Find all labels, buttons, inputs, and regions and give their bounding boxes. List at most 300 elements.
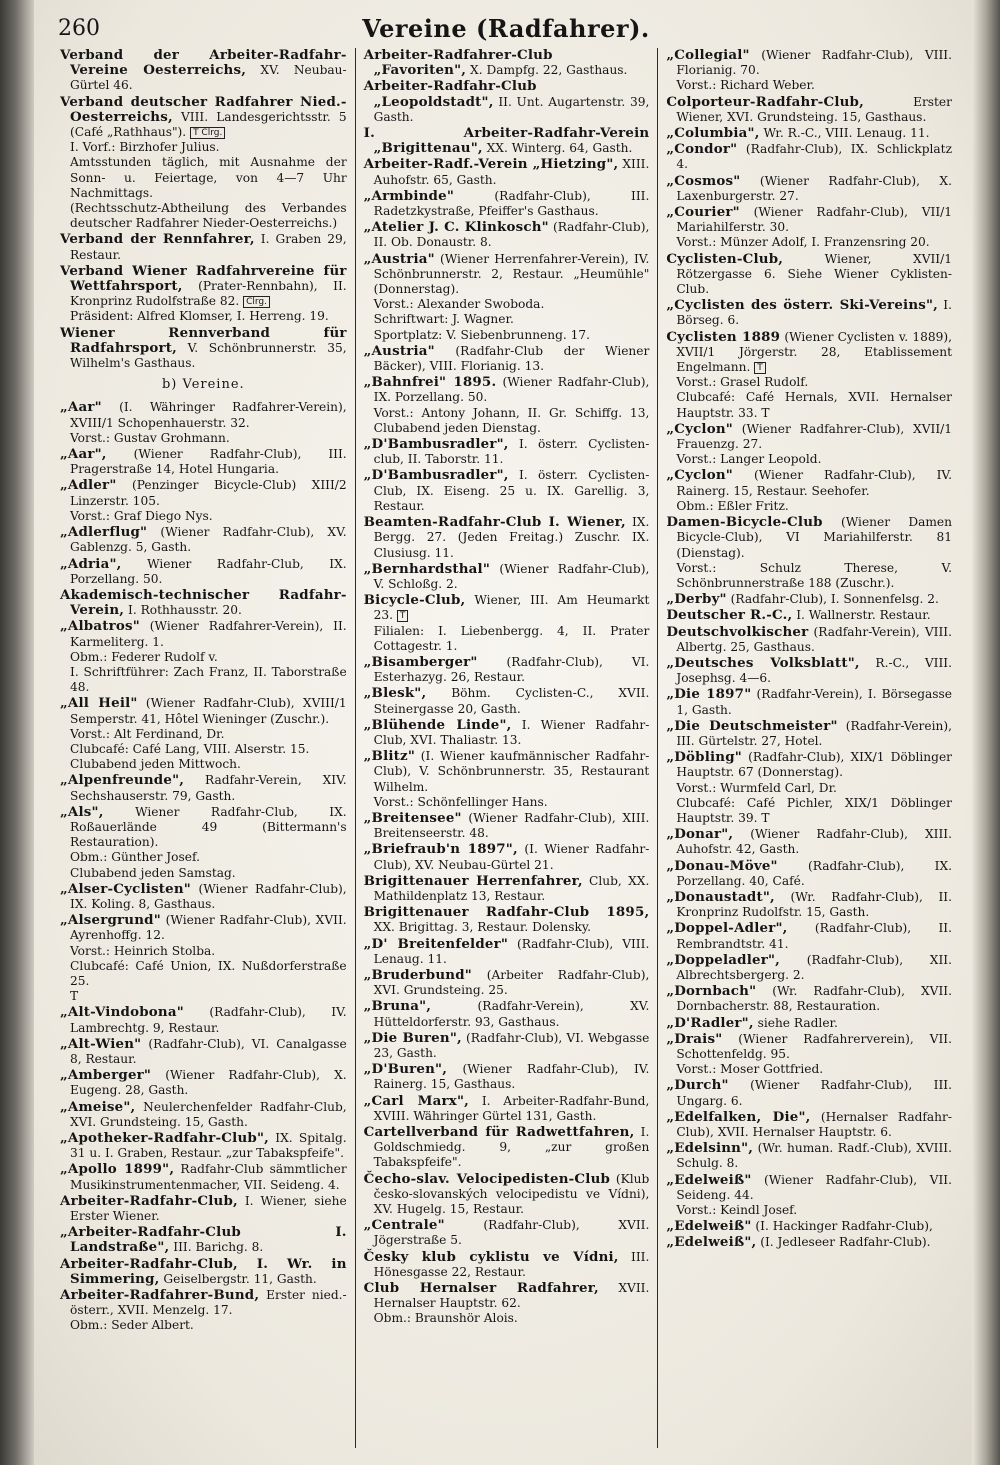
directory-entry (666, 608, 952, 623)
entry-name: Arbeiter-Radfahr-Club „Leopoldstadt", (363, 78, 537, 110)
entry-detail-line: Vorst.: Keindl Josef. (676, 1203, 798, 1218)
entry-name: „Breitensee" (363, 809, 462, 826)
directory-entry (60, 913, 347, 1004)
directory-entry (364, 718, 650, 748)
entry-name: Wiener Rennverband für Radfahrsport, (60, 324, 347, 356)
entry-name: „Alsergrund" (60, 912, 161, 929)
column-2 (355, 48, 658, 1448)
directory-entry (60, 1288, 347, 1334)
entry-name: „Armbinde" (363, 187, 455, 204)
entry-address: (Wiener Radfahr-Club), VII/1 Mariahilferstr. 30. (676, 205, 952, 235)
entry-address: (Wiener Radfahr-Club), XV. Gablenzg. 5, Gasth. (70, 525, 347, 555)
directory-entry (666, 750, 952, 826)
entry-detail-line: Vorst.: Alt Ferdinand, Dr. (70, 726, 225, 741)
entry-address: (Wr. Radfahr-Club), II. Kronprinz Rudolfstr. 15, Gasth. (676, 889, 952, 920)
entry-detail-line: Vorst.: Antony Johann, II. Gr. Schiffg. 13, Clubabend jeden Dienstag. (373, 405, 650, 435)
directory-entry (364, 189, 650, 219)
entry-address: (Wiener Radfahr-Club), III. Ungarg. 6. (676, 1078, 952, 1108)
entry-name: Arbeiter-Radfahr-Club, I. Wr. in Simmering, (60, 1255, 347, 1287)
entry-address: (Wiener Radfahr-Club), IX. Porzellang. 50. (373, 375, 650, 405)
directory-entry (60, 1162, 347, 1192)
entry-name: I. Arbeiter-Radfahr-Verein „Brigittenau", (363, 125, 650, 157)
entry-address: (Wiener Radfahr-Club), V. Schloßg. 2. (373, 561, 650, 591)
running-title: Vereine (Radfahrer). (362, 14, 650, 43)
entry-detail-line: Vorst.: Münzer Adolf, I. Franzensring 20. (676, 235, 930, 250)
entry-address: I. Arbeiter-Radfahr-Bund, XVIII. Währinger Gürtel 131, Gasth. (373, 1093, 650, 1123)
directory-entry (364, 968, 650, 998)
entry-address: (Radfahr-Club), VI. Canalgasse 8, Restaur. (70, 1036, 347, 1066)
entry-address: XX. Winterg. 64, Gasth. (486, 141, 633, 156)
directory-entry (364, 1125, 650, 1171)
entry-name: „Edelfalken, Die", (666, 1108, 811, 1125)
entry-name: „Alpenfreunde", (60, 772, 185, 789)
entry-address: (Wiener Damen Bicycle-Club), VI Mariahilferstr. 81 (Dienstag). (676, 515, 952, 560)
directory-entry (364, 842, 650, 872)
entry-address: (Radfahr-Club), XIX/1 Döblinger Hauptstr. 67 (Donnerstag). (676, 750, 952, 780)
entry-name: „Bernhardsthal" (363, 560, 491, 577)
directory-entry (364, 905, 650, 935)
entry-name: „Ameise", (60, 1098, 136, 1115)
directory-entry (60, 232, 347, 262)
directory-entry (666, 921, 952, 951)
directory-entry (364, 437, 650, 467)
directory-entry (364, 749, 650, 810)
entry-name: „Alt-Vindobona" (60, 1004, 184, 1021)
directory-entry (60, 619, 347, 695)
entry-name: „Deutsches Volksblatt", (666, 654, 860, 671)
entry-name: „Blitz" (363, 748, 416, 765)
directory-entry (666, 174, 952, 204)
entry-name: Cyclisten-Club, (666, 250, 784, 267)
column-3 (657, 48, 960, 1448)
entry-name: Verband deutscher Radfahrer Nied.-Oesterreichs, (60, 93, 347, 125)
entry-name: „Centrale" (363, 1217, 445, 1234)
directory-entry (60, 400, 347, 446)
entry-name: „Aar", (60, 446, 107, 463)
directory-entry (666, 625, 952, 655)
directory-entry (666, 953, 952, 983)
entry-detail-line: Präsident: Alfred Klomser, I. Herreng. 19. (70, 309, 329, 324)
entry-name: Čecho-slav. Velocipedisten-Club (363, 1170, 611, 1187)
telephone-clearing-badge: T Clrg. (190, 127, 225, 139)
entry-address: I. Börseg. 6. (676, 298, 952, 328)
entry-detail-line: Clubcafé: Café Union, IX. Nußdorferstraße 25. (70, 958, 347, 988)
entry-detail-line: I. Vorf.: Birzhofer Julius. (70, 140, 220, 155)
directory-entry (666, 142, 952, 172)
page-number: 260 (58, 16, 100, 41)
entry-name: „Atelier J. C. Klinkosch" (363, 219, 549, 236)
directory-entry (364, 468, 650, 514)
entry-name: „Bruderbund" (363, 966, 472, 983)
entry-address: (Prater-Rennbahn), II. Kronprinz Rudolfstraße 82. (70, 279, 347, 309)
entry-name: „Alser-Cyclisten" (60, 880, 191, 897)
entry-detail-line: Obm.: Seder Albert. (70, 1318, 194, 1333)
directory-entry (364, 1250, 650, 1280)
entry-address: X. Dampfg. 22, Gasthaus. (470, 63, 628, 78)
entry-name: „Bahnfrei" 1895. (363, 374, 497, 391)
entry-address: (Radfahr-Club), IX. Schlickplatz 4. (676, 142, 952, 172)
entry-name: „Adria", (60, 555, 122, 572)
entry-name: Verband Wiener Radfahrvereine für Wettfahrsport, (60, 262, 347, 295)
directory-entry (364, 593, 650, 654)
entry-name: „Collegial" (666, 48, 750, 63)
entry-address: (Wr. human. Radf.-Club), XVIII. Schulg. 8. (676, 1141, 952, 1171)
entry-name: „All Heil" (60, 695, 138, 712)
directory-entry (666, 592, 952, 607)
entry-name: Club Hernalser Radfahrer, (363, 1280, 599, 1297)
entry-address: (Wiener Radfahr-Club), IX. Koling. 8, Gasthaus. (70, 881, 347, 911)
entry-detail-line: Clubcafé: Café Hernals, XVII. Hernalser Hauptstr. 33. T (676, 390, 952, 420)
entry-address: I. Rothhausstr. 20. (128, 603, 242, 618)
entry-name: „Drais" (666, 1030, 723, 1047)
entry-name: „Durch" (666, 1077, 729, 1094)
entry-name: „Austria" (363, 342, 435, 359)
entry-address: (Radfahr-Club), I. Sonnenfelsg. 2. (730, 592, 939, 607)
entry-detail-line: T (70, 989, 79, 1004)
entry-name: „Aar" (60, 399, 102, 416)
directory-entry (60, 525, 347, 555)
directory-entry (364, 48, 650, 78)
directory-entry (60, 1225, 347, 1255)
entry-name: „Donau-Möve" (666, 857, 778, 874)
entry-detail-line: I. Schriftführer: Zach Franz, II. Taborstraße 48. (70, 664, 347, 695)
entry-address: Radfahr-Verein, XIV. Sechshauserstr. 79, Gasth. (70, 773, 347, 803)
directory-entry (60, 95, 347, 232)
directory-entry (666, 1078, 952, 1108)
directory-entry (666, 1032, 952, 1078)
directory-entry (60, 557, 347, 587)
entry-address: (Wiener Cyclisten v. 1889), XVII/1 Jörgerstr. 28, Etablissement Engelmann. (676, 329, 952, 375)
entry-address: III. Hönesgasse 22, Restaur. (373, 1249, 650, 1279)
directory-entry (666, 719, 952, 749)
entry-name: Bicycle-Club, (363, 592, 466, 609)
entry-address: I. Goldschmiedg. 9, „zur großen Tabakspfeife". (373, 1125, 650, 1170)
entry-address: IX. Bergg. 27. (Jeden Freitag.) Zuschr. IX. Clusiusg. 11. (373, 515, 650, 560)
entry-name: „Condor" (666, 141, 738, 158)
directory-entry (364, 1031, 650, 1061)
entry-name: „Derby" (666, 591, 727, 608)
entry-address: VIII. Landesgerichtsstr. 5 (Café „Rathhaus"). (70, 109, 347, 140)
entry-detail-line: Vorst.: Graf Diego Nys. (70, 508, 213, 523)
directory-entry (666, 1219, 952, 1234)
entry-address: (Radfahr-Club), XII. Albrechtsbergerg. 2. (676, 952, 952, 982)
directory-entry (666, 422, 952, 468)
directory-entry (364, 874, 650, 904)
entry-address: (Klub česko-slovanských velocipedistu ve Vídni), XV. Hugelg. 15, Restaur. (373, 1171, 650, 1217)
entry-address: (Radfahr-Club), II. Ob. Donaustr. 8. (373, 220, 650, 250)
entry-address: Wiener, XVII/1 Rötzergasse 6. Siehe Wiener Cyklisten-Club. (676, 251, 952, 297)
directory-entry (60, 696, 347, 772)
entry-detail-line: Vorst.: Gustav Grohmann. (70, 430, 230, 445)
entry-name: „Carl Marx", (363, 1092, 469, 1109)
entry-detail-line: Vorst.: Langer Leopold. (676, 452, 822, 467)
entry-address: (Radfahr-Club), VIII. Lenaug. 11. (373, 936, 650, 966)
entry-name: Arbeiter-Radfahr-Club, (60, 1192, 238, 1209)
directory-entry (364, 999, 650, 1029)
entry-name: „Die Buren", (363, 1029, 462, 1046)
directory-entry (666, 984, 952, 1014)
entry-address: (Arbeiter Radfahr-Club), XVI. Grundsteing. 25. (373, 967, 650, 998)
directory-entry (666, 126, 952, 141)
directory-entry (364, 126, 650, 156)
directory-entry (666, 95, 952, 125)
entry-name: „Cyclon" (666, 467, 733, 484)
entry-detail-line: Obm.: Günther Josef. (70, 850, 200, 865)
entry-name: „D'Bambusradler", (363, 467, 509, 484)
directory-entry (60, 1194, 347, 1224)
entry-detail-line: Amtsstunden täglich, mit Ausnahme der Sonn- u. Feiertage, von 4—7 Uhr Nachmittags. (70, 155, 347, 200)
entry-name: „Apollo 1899", (60, 1161, 175, 1178)
entry-detail-line: Clubcafé: Café Pichler, XIX/1 Döblinger Hauptstr. 39. T (676, 795, 952, 825)
directory-entry (364, 515, 650, 561)
entry-name: Damen-Bicycle-Club (666, 514, 823, 531)
entry-address: (Wiener Radfahr-Club), X. Eugeng. 28, Gasth. (70, 1068, 347, 1098)
entry-name: „D'Bambusradler", (363, 436, 509, 453)
entry-name: „Amberger" (60, 1067, 152, 1084)
entry-detail-line: Clubabend jeden Samstag. (70, 865, 236, 880)
entry-address: (Radfahr-Club), II. Rembrandtstr. 41. (676, 921, 952, 951)
entry-detail-line: (Rechtsschutz-Abtheilung des Verbandes deutscher Radfahrer Nieder-Oesterreichs.) (70, 201, 347, 231)
directory-entry (364, 1218, 650, 1248)
directory-entry (60, 1005, 347, 1035)
entry-address: II. Unt. Augartenstr. 39, Gasth. (373, 94, 650, 124)
entry-name: „Columbia", (666, 125, 760, 142)
directory-entry (364, 344, 650, 374)
entry-name: „Austria" (363, 250, 435, 267)
entry-name: „Adlerflug" (60, 524, 148, 541)
entry-name: Akademisch-technischer Radfahr-Verein, (60, 586, 347, 619)
directory-entry (364, 157, 650, 187)
entry-name: „D' Breitenfelder" (363, 935, 509, 952)
entry-name: Brigittenauer Radfahr-Club 1895, (363, 904, 650, 921)
entry-address: (Wiener Radfahr-Club), XIII. Breitenseerstr. 48. (373, 810, 650, 841)
entry-address: I. Wiener, siehe Erster Wiener. (70, 1193, 347, 1224)
directory-entry (364, 1062, 650, 1092)
entry-detail-line: Vorst.: Moser Gottfried. (676, 1062, 824, 1077)
entry-detail-line: Vorst.: Schulz Therese, V. Schönbrunnerstraße 188 (Zuschr.). (676, 560, 952, 590)
telephone-clearing-badge: T (397, 610, 409, 622)
directory-entry (666, 1173, 952, 1219)
directory-entry (60, 1257, 347, 1287)
entry-name: „Arbeiter-Radfahr-Club I. Landstraße", (60, 1224, 347, 1256)
entry-name: „Cyclisten des österr. Ski-Vereins", (666, 297, 939, 314)
entry-detail-line: Vorst.: Alexander Swoboda. (373, 297, 545, 312)
entry-detail-line: Obm.: Braunshör Alois. (373, 1311, 518, 1326)
entry-name: „Döbling" (666, 749, 742, 766)
entry-address: (Wiener Radfahr-Club), VIII. Florianig. 70. (676, 48, 952, 78)
entry-address: I. österr. Cyclisten-club, II. Taborstr. 11. (373, 437, 650, 467)
directory-entry (666, 1016, 952, 1031)
entry-address: (Radfahr-Club), IV. Lambrechtg. 9, Restaur. (70, 1005, 347, 1035)
directory-entry (666, 827, 952, 857)
entry-address: Wiener Radfahr-Club, IX. Roßauerlände 49 (Bittermann's Restauration). (70, 804, 347, 850)
entry-name: „Alt-Wien" (60, 1035, 142, 1052)
entry-detail-line: Filialen: I. Liebenbergg. 4, II. Prater Cottagestr. 1. (373, 623, 650, 653)
entry-address: (Wiener Radfahr-Club), X. Laxenburgerstr. 27. (676, 173, 952, 203)
entry-name: Verband der Rennfahrer, (60, 231, 255, 248)
entry-address: (Wiener Radfahr-Club), XIII. Auhofstr. 42, Gasth. (676, 827, 952, 857)
entry-name: „Die Deutschmeister" (666, 717, 838, 734)
entry-name: „D'Radler", (666, 1014, 754, 1031)
entry-address: I. Wiener Radfahr-Club, XVI. Thaliastr. 13. (373, 717, 650, 747)
entry-name: „Blesk", (363, 685, 427, 702)
entry-name: Arbeiter-Radf.-Verein „Hietzing", (363, 156, 619, 173)
entry-address: (I. Wiener Radfahr-Club), XV. Neubau-Gürtel 21. (373, 842, 650, 872)
entry-name: Cartellverband für Radwettfahren, (363, 1124, 635, 1141)
entry-address: (Wiener Radfahr-Club), IV. Rainerg. 15, Gasthaus. (373, 1062, 650, 1092)
entry-address: (Wr. Radfahr-Club), XVII. Dornbacherstr. 88, Restauration. (676, 984, 952, 1014)
entry-name: Česky klub cyklistu ve Vídni, (363, 1248, 619, 1265)
directory-entry (364, 655, 650, 685)
telephone-clearing-badge: Clrg. (243, 296, 270, 308)
entry-address: siehe Radler. (757, 1015, 838, 1030)
entry-address: I. Graben 29, Restaur. (70, 232, 347, 262)
entry-address: (Radfahr-Club), XVII. Jögerstraße 5. (373, 1218, 650, 1248)
directory-entry (364, 252, 650, 343)
entry-name: „Albatros" (60, 618, 140, 635)
directory-entry (364, 811, 650, 841)
directory-entry (666, 298, 952, 328)
entry-name: Deutscher R.-C., (666, 607, 793, 624)
column-1 (52, 48, 355, 1448)
entry-address: Erster nied.-österr., XVII. Menzelg. 17. (70, 1288, 347, 1318)
columns (52, 48, 960, 1448)
directory-entry (60, 1131, 347, 1161)
scan-edge-right (972, 0, 1000, 1465)
page-header (52, 14, 960, 48)
entry-name: „Cyclon" (666, 420, 733, 437)
directory-entry (60, 326, 347, 372)
entry-name: „Bisamberger" (363, 653, 478, 670)
entry-name: „Dornbach" (666, 983, 757, 1000)
entry-address: IX. Spitalg. 31 u. I. Graben, Restaur. „zur Tabakspfeife". (70, 1131, 347, 1161)
entry-name: „Courier" (666, 204, 740, 221)
directory-entry (60, 773, 347, 803)
entry-address: (Wiener Radfahr-Club), IV. Rainerg. 15, Restaur. Seehofer. (676, 468, 952, 498)
entry-name: „Apotheker-Radfahr-Club", (60, 1130, 269, 1147)
entry-name: „Edelweiß", (666, 1234, 757, 1251)
directory-entry (60, 1068, 347, 1098)
entry-address: (Wiener Radfahr-Club), III. Pragerstraße 14, Hotel Hungaria. (70, 447, 347, 477)
entry-address: (Wiener Radfahr-Club), VII. Seideng. 44. (676, 1172, 952, 1202)
directory-entry (60, 805, 347, 881)
entry-address: III. Barichg. 8. (173, 1240, 264, 1255)
entry-address: (Penzinger Bicycle-Club) XIII/2 Linzerstr. 105. (70, 478, 347, 508)
entry-address: R.-C., VIII. Josephsg. 4—6. (676, 655, 952, 686)
directory-entry (364, 79, 650, 125)
entry-address: (Radfahr-Club), VI. Webgasse 23, Gasth. (373, 1030, 650, 1060)
entry-address: Geiselbergstr. 11, Gasth. (163, 1271, 317, 1286)
directory-entry (60, 588, 347, 618)
scan-edge-left (0, 0, 34, 1465)
entry-address: XIII. Auhofstr. 65, Gasth. (373, 157, 650, 187)
entry-name: „Doppeladler", (666, 951, 781, 968)
directory-entry (364, 1094, 650, 1124)
telephone-clearing-badge: T (754, 362, 766, 374)
directory-entry (60, 264, 347, 325)
entry-address: (Wiener Radfahr-Club), XVII. Ayrenhoffg. 12. (70, 913, 347, 943)
directory-entry (364, 1281, 650, 1327)
entry-detail-line: Schriftwart: J. Wagner. (373, 312, 514, 327)
entry-name: „Edelweiß" (666, 1218, 752, 1235)
entry-name: „Donaustadt", (666, 888, 775, 905)
entry-name: „Briefraub'n 1897", (363, 841, 518, 858)
entry-detail-line: Vorst.: Schönfellinger Hans. (373, 794, 548, 809)
entry-address: (Wiener Herrenfahrer-Verein), IV. Schönbrunnerstr. 2, Restaur. „Heumühle" (Donnerstag). (373, 251, 650, 297)
directory-entry (364, 562, 650, 592)
directory-entry (666, 330, 952, 421)
entry-address: I. Wallnerstr. Restaur. (796, 608, 931, 623)
entry-name: „D'Buren", (363, 1061, 448, 1078)
entry-address: Neulerchenfelder Radfahr-Club, XVI. Grundsteing. 15, Gasth. (70, 1099, 347, 1129)
entry-address: (I. Währinger Radfahrer-Verein), XVIII/1 Schopenhauerstr. 32. (70, 400, 347, 430)
directory-entry (364, 686, 650, 716)
entry-name: „Als", (60, 803, 104, 820)
entry-name: Cyclisten 1889 (666, 328, 781, 345)
entry-detail-line: Clubcafé: Café Lang, VIII. Alserstr. 15. (70, 741, 310, 756)
entry-name: „Bruna", (363, 998, 432, 1015)
directory-entry (364, 375, 650, 436)
entry-address: Wiener, III. Am Heumarkt 23. (373, 593, 650, 623)
directory-entry (60, 478, 347, 524)
directory-entry (666, 252, 952, 298)
entry-address: (Wiener Radfahrerverein), VII. Schottenfeldg. 95. (676, 1031, 952, 1061)
entry-address: (I. Wiener kaufmännischer Radfahr-Club), V. Schönbrunnerstr. 35, Restaurant Wilhelm. (373, 749, 650, 794)
entry-name: „Blühende Linde", (363, 716, 512, 733)
entry-detail-line: Obm.: Eßler Fritz. (676, 498, 789, 513)
directory-entry (60, 882, 347, 912)
entry-address: (Radfahr-Club), III. Radetzkystraße, Pfeiffer's Gasthaus. (373, 188, 650, 219)
entry-name: Arbeiter-Radfahrer-Club „Favoriten", (363, 48, 553, 79)
entry-address: Böhm. Cyclisten-C., XVII. Steinergasse 20, Gasth. (373, 686, 650, 716)
directory-entry (364, 1172, 650, 1218)
entry-detail-line: Vorst.: Richard Weber. (676, 78, 815, 93)
directory-entry (666, 687, 952, 717)
entry-address: Radfahr-Club sämmtlicher Musikinstrumentenmacher, VII. Seideng. 4. (70, 1162, 347, 1192)
directory-entry (666, 205, 952, 251)
entry-detail-line: Vorst.: Grasel Rudolf. (676, 375, 809, 390)
entry-address: (Hernalser Radfahr-Club), XVII. Hernalser Hauptstr. 6. (676, 1109, 952, 1140)
entry-address: (Radfahr-Verein), XV. Hütteldorferstr. 93, Gasthaus. (373, 999, 650, 1029)
entry-address: I. österr. Cyclisten-Club, IX. Eiseng. 25 u. IX. Garellig. 3, Restaur. (373, 468, 650, 513)
entry-name: „Doppel-Adler", (666, 920, 788, 937)
directory-entry (666, 656, 952, 686)
entry-address: (Radfahr-Verein), III. Gürtelstr. 27, Hotel. (676, 718, 952, 748)
directory-entry (666, 1235, 952, 1250)
entry-name: „Donar", (666, 826, 734, 843)
directory-entry (666, 515, 952, 591)
entry-name: „Die 1897" (666, 686, 752, 703)
entry-address: (Radfahr-Club), IX. Porzellang. 40, Café. (676, 858, 952, 888)
entry-detail-line: Vorst.: Wurmfeld Carl, Dr. (676, 780, 837, 795)
entry-name: „Edelsinn", (666, 1140, 754, 1157)
directory-entry (666, 859, 952, 889)
directory-entry (666, 1110, 952, 1140)
entry-address: XV. Neubau-Gürtel 46. (70, 63, 347, 93)
entry-detail-line: Obm.: Federer Rudolf v. (70, 649, 218, 664)
entry-address: (Wiener Radfahrer-Club), XVII/1 Frauenzg. 27. (676, 421, 952, 452)
entry-address: Wr. R.-C., VIII. Lenaug. 11. (763, 126, 930, 141)
directory-entry (364, 937, 650, 967)
entry-name: Deutschvolkischer (666, 623, 809, 640)
entry-address: (I. Jedleseer Radfahr-Club). (760, 1235, 931, 1250)
entry-address: (Radfahr-Club), VI. Esterhazyg. 26, Restaur. (373, 654, 650, 685)
entry-name: Brigittenauer Herrenfahrer, (363, 872, 583, 889)
entry-name: „Cosmos" (666, 172, 741, 189)
entry-address: XX. Brigittag. 3, Restaur. Dolensky. (373, 920, 591, 935)
entry-name: „Edelweiß" (666, 1171, 752, 1188)
entry-address: Wiener Radfahr-Club, IX. Porzellang. 50. (70, 556, 347, 586)
